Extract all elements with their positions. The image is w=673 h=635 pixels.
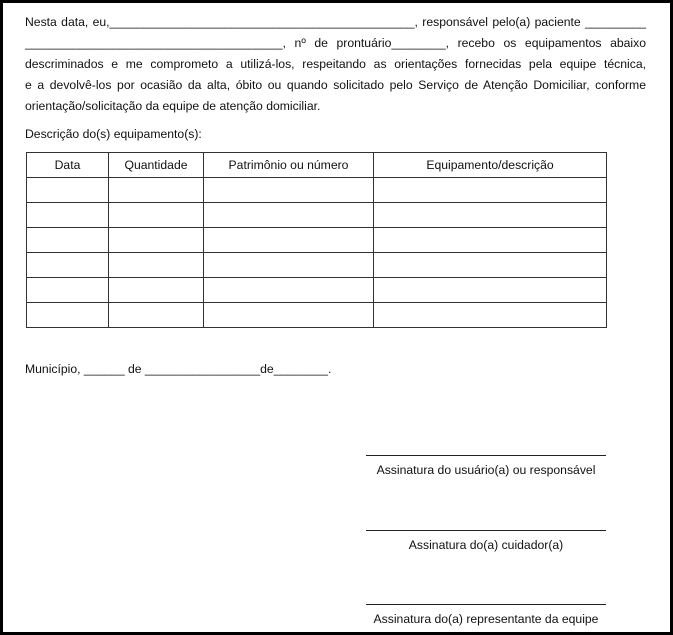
signature-line <box>366 604 606 605</box>
cell[interactable] <box>109 278 204 303</box>
cell[interactable] <box>27 228 109 253</box>
signature-line <box>366 455 606 456</box>
cell[interactable] <box>204 253 374 278</box>
paragraph-line: orientação/solicitação da equipe de atenção domiciliar. <box>25 99 321 113</box>
cell[interactable] <box>374 228 607 253</box>
cell[interactable] <box>27 303 109 328</box>
cell[interactable] <box>204 178 374 203</box>
cell[interactable] <box>27 203 109 228</box>
cell[interactable] <box>374 303 607 328</box>
equipment-table <box>26 152 607 328</box>
cell[interactable] <box>204 278 374 303</box>
cell[interactable] <box>109 303 204 328</box>
header-equipamento: Equipamento/descrição <box>374 153 607 178</box>
cell[interactable] <box>109 228 204 253</box>
header-patrimonio: Patrimônio ou número <box>204 153 374 178</box>
paragraph-line: ______________________________________, nº de prontuário________, recebo os equipamentos abaixo <box>25 36 646 50</box>
cell[interactable] <box>374 278 607 303</box>
cell[interactable] <box>109 178 204 203</box>
table-row <box>27 228 607 253</box>
declaration-paragraph <box>25 12 646 117</box>
table-label: Descrição do(s) equipamento(s): <box>25 127 202 141</box>
table-row <box>27 278 607 303</box>
table-row <box>27 178 607 203</box>
signature-label-cuidador: Assinatura do(a) cuidador(a) <box>408 538 564 552</box>
cell[interactable] <box>204 203 374 228</box>
table-header-row <box>27 153 607 178</box>
paragraph-line: descriminados e me comprometo a utilizá-los, respeitando as orientações fornecidas pela equipe técnica, <box>25 57 646 71</box>
cell[interactable] <box>204 228 374 253</box>
table-row <box>27 203 607 228</box>
signature-label-usuario: Assinatura do usuário(a) ou responsável <box>376 463 596 477</box>
signature-line <box>366 530 606 531</box>
cell[interactable] <box>27 253 109 278</box>
header-quantidade: Quantidade <box>109 153 204 178</box>
cell[interactable] <box>374 178 607 203</box>
cell[interactable] <box>204 303 374 328</box>
cell[interactable] <box>374 253 607 278</box>
cell[interactable] <box>109 253 204 278</box>
cell[interactable] <box>109 203 204 228</box>
table-row <box>27 253 607 278</box>
table-row <box>27 303 607 328</box>
header-data: Data <box>27 153 109 178</box>
paragraph-line: Nesta data, eu,_____________________________________________, responsável pelo(a) paciente _________ <box>25 15 646 29</box>
municipio-date-line: Município, ______ de _________________de________. <box>25 362 332 376</box>
paragraph-line: e a devolvê-los por ocasião da alta, óbito ou quando solicitado pelo Serviço de Atenção Domiciliar, conforme <box>25 78 646 92</box>
signature-label-equipe: Assinatura do(a) representante da equipe <box>373 612 599 626</box>
cell[interactable] <box>374 203 607 228</box>
cell[interactable] <box>27 278 109 303</box>
cell[interactable] <box>27 178 109 203</box>
